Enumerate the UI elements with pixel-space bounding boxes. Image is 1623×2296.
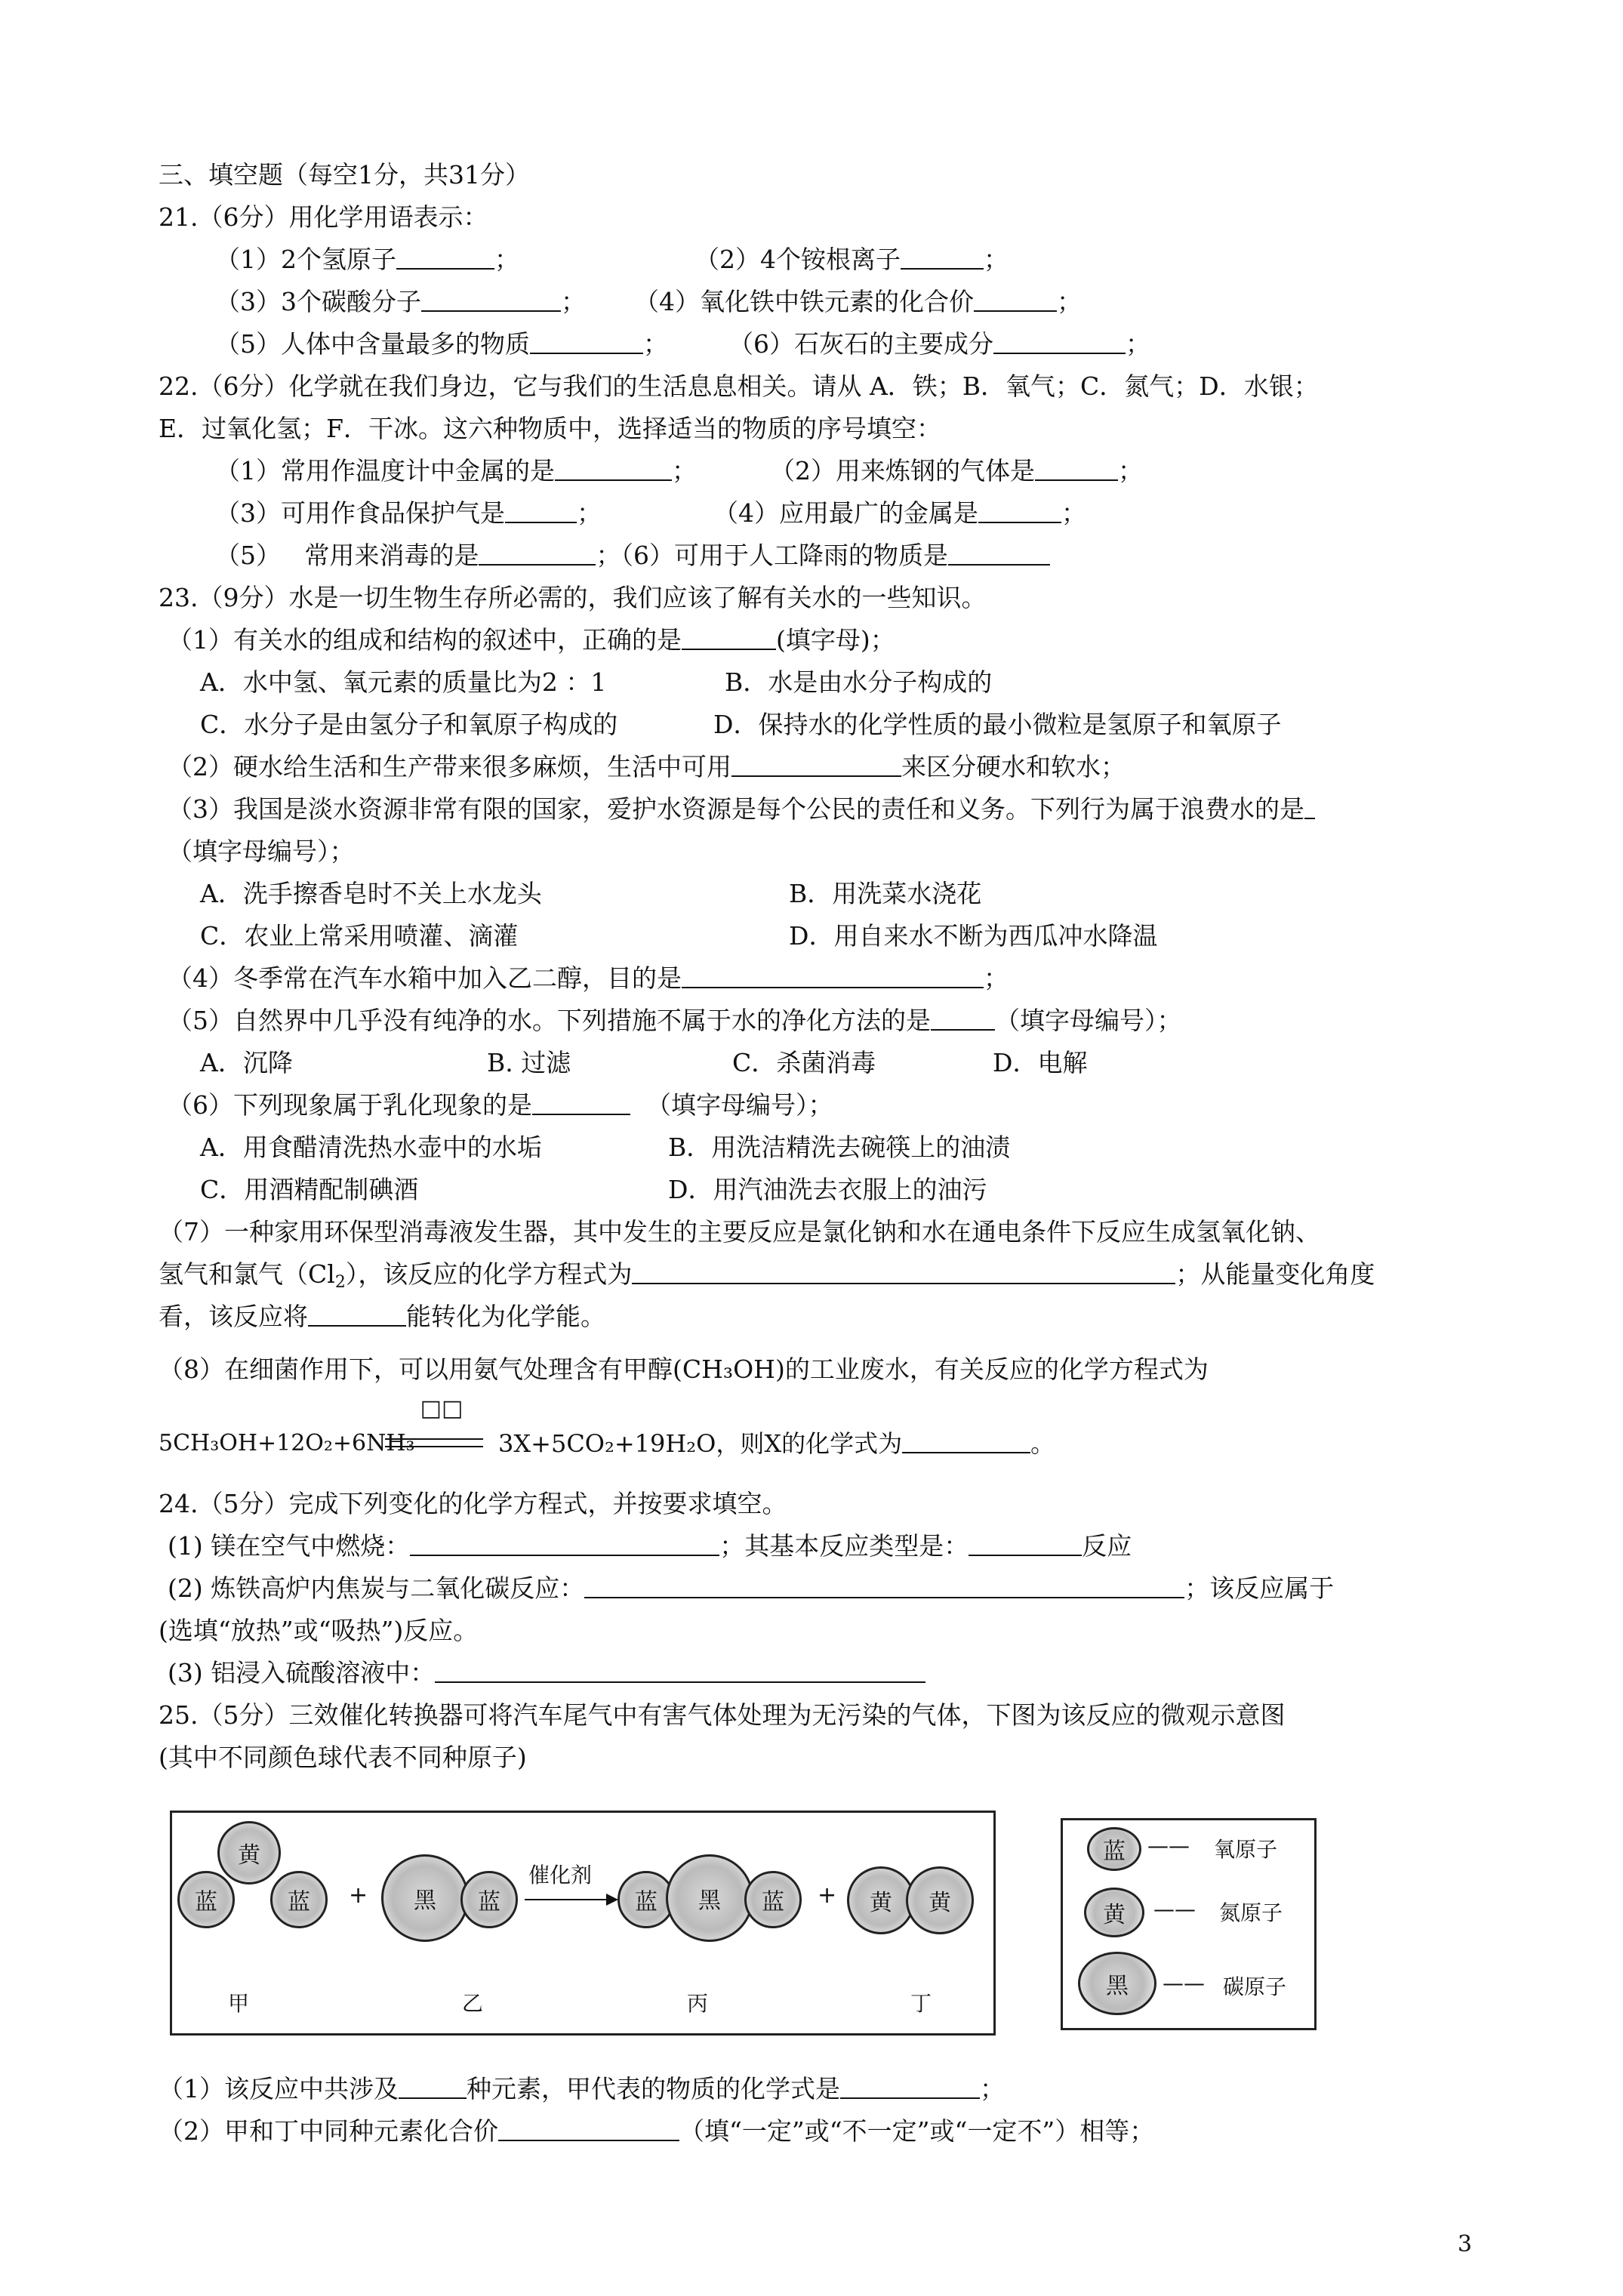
q24-part2b: (选填“放热”或“吸热”)反应。 <box>159 1616 479 1645</box>
q22-row3: （5） 常用来消毒的是 ；（6）可用于人工降雨的物质是 <box>215 539 1050 572</box>
answer-blank[interactable] <box>584 1573 1184 1598</box>
q23-p5-option-a: A．沉降 <box>200 1048 293 1077</box>
q25-stem1: 25.（5分）三效催化转换器可将汽车尾气中有害气体处理为无污染的气体，下图为该反应的微观示意图 <box>159 1700 1286 1730</box>
answer-blank[interactable] <box>993 328 1126 354</box>
answer-blank[interactable] <box>632 1259 1175 1284</box>
blue-atom: 蓝 <box>177 1871 235 1928</box>
answer-blank[interactable] <box>682 624 776 650</box>
answer-blank[interactable] <box>901 244 984 270</box>
q24-part1: (1) 镁在空气中燃烧： ；其基本反应类型是： 反应 <box>168 1531 1132 1561</box>
answer-blank[interactable] <box>530 328 643 354</box>
black-atom: 黑 <box>666 1854 753 1942</box>
q23-p6-option-d: D．用汽油洗去衣服上的油污 <box>668 1175 987 1204</box>
q24-stem: 24.（5分）完成下列变化的化学方程式，并按要求填空。 <box>159 1489 787 1518</box>
q22-row1: （1）常用作温度计中金属的是 ； <box>215 456 697 485</box>
q24-part2: (2) 炼铁高炉内焦炭与二氧化碳反应： ；该反应属于 <box>168 1573 1335 1603</box>
answer-blank[interactable] <box>555 455 672 481</box>
answer-blank[interactable] <box>931 1005 995 1031</box>
label-bing: 丙 <box>687 1991 709 2016</box>
section-title: 三、填空题（每空1分，共31分） <box>159 160 530 190</box>
answer-blank[interactable] <box>396 244 494 270</box>
q23-part6: （6）下列现象属于乳化现象的是 （填字母编号）； <box>168 1090 833 1120</box>
black-atom: 黑 <box>381 1854 469 1942</box>
answer-blank[interactable] <box>421 286 561 312</box>
q23-p3-option-c: C．农业上常采用喷灌、滴灌 <box>200 921 519 951</box>
answer-blank[interactable] <box>978 498 1061 523</box>
yellow-atom: 黄 <box>906 1866 974 1934</box>
arrow-head-icon <box>606 1894 618 1906</box>
yellow-atom: 黄 <box>847 1866 915 1934</box>
answer-blank[interactable] <box>435 1657 925 1683</box>
answer-blank[interactable] <box>498 2116 679 2141</box>
q21-row3: （5）人体中含量最多的物质 ； <box>215 329 668 359</box>
q21-row1b: （2）4个铵根离子 ； <box>694 245 1009 274</box>
q25-part2: （2）甲和丁中同种元素化合价 （填“一定”或“不一定”或“一定不”）相等； <box>159 2116 1155 2146</box>
q23-p5-option-c: C．杀菌消毒 <box>732 1048 876 1077</box>
q23-part7a: （7）一种家用环保型消毒液发生器，其中发生的主要反应是氯化钠和水在通电条件下反应生成氢氧化钠、 <box>159 1217 1320 1247</box>
q23-p6-option-c: C．用酒精配制碘酒 <box>200 1175 419 1204</box>
q23-p6-option-a: A．用食醋清洗热水壶中的水垢 <box>200 1133 542 1162</box>
answer-blank[interactable] <box>969 1530 1082 1556</box>
q23-p6-option-b: B．用洗洁精洗去碗筷上的油渍 <box>668 1133 1011 1162</box>
q22-stem2: E．过氧化氢；F．干冰。这六种物质中，选择适当的物质的序号填空： <box>159 414 941 443</box>
q25-part1: （1）该反应中共涉及 种元素，甲代表的物质的化学式是 ； <box>159 2074 1005 2103</box>
answer-blank[interactable] <box>974 286 1057 312</box>
q23-p5-option-d: D．电解 <box>993 1048 1088 1077</box>
legend-yellow-atom: 黄 <box>1084 1888 1144 1937</box>
blue-atom: 蓝 <box>460 1871 518 1928</box>
q23-p1-option-d: D．保持水的化学性质的最小微粒是氢原子和氧原子 <box>713 710 1282 739</box>
q23-part1: （1）有关水的组成和结构的叙述中，正确的是 (填字母)； <box>168 625 895 655</box>
label-ding: 丁 <box>910 1991 932 2016</box>
equation-equals-sign <box>385 1438 483 1447</box>
q23-equation-right: 3X+5CO₂+19H₂O，则X的化学式为 。 <box>498 1429 1055 1458</box>
blue-atom: 蓝 <box>744 1871 802 1928</box>
plus-sign: + <box>349 1882 368 1909</box>
answer-blank[interactable] <box>479 540 596 566</box>
answer-blank[interactable] <box>902 1428 1030 1453</box>
q23-p5-option-b: B. 过滤 <box>487 1048 571 1077</box>
q23-p3-option-d: D．用自来水不断为西瓜冲水降温 <box>789 921 1158 951</box>
q23-p3-option-b: B．用洗菜水浇花 <box>789 879 982 908</box>
q25-stem2: (其中不同颜色球代表不同种原子) <box>159 1743 527 1772</box>
legend-dash: —— <box>1147 1833 1190 1858</box>
legend-black-atom: 黑 <box>1078 1952 1156 2015</box>
q23-part5: （5）自然界中几乎没有纯净的水。下列措施不属于水的净化方法的是 （填字母编号）； <box>168 1006 1182 1035</box>
answer-blank[interactable] <box>532 1089 630 1115</box>
q22-stem1: 22.（6分）化学就在我们身边，它与我们的生活息息相关。请从 A．铁；B．氧气；C．氮气；D．水银； <box>159 371 1319 401</box>
answer-blank[interactable] <box>1304 794 1315 819</box>
q21-row1: （1）2个氢原子 ； <box>215 245 519 274</box>
answer-blank[interactable] <box>1035 455 1118 481</box>
label-jia: 甲 <box>228 1991 250 2016</box>
equation-condition: □□ <box>420 1395 463 1422</box>
q23-part4: （4）冬季常在汽车水箱中加入乙二醇，目的是 ； <box>168 963 1009 993</box>
q21-row3b: （6）石灰石的主要成分 ； <box>728 329 1150 359</box>
blue-atom: 蓝 <box>270 1871 328 1928</box>
q23-p1-option-c: C．水分子是由氢分子和氧原子构成的 <box>200 710 618 739</box>
q23-p3-option-a: A．洗手擦香皂时不关上水龙头 <box>200 879 542 908</box>
q23-part2: （2）硬水给生活和生产带来很多麻烦，生活中可用 来区分硬水和软水； <box>168 752 1126 781</box>
q21-row2: （3）3个碳酸分子 ； <box>215 287 586 316</box>
legend-dash: —— <box>1163 1971 1205 1996</box>
q21-row2b: （4）氧化铁中铁元素的化合价 ； <box>634 287 1082 316</box>
legend-blue-atom: 蓝 <box>1087 1827 1141 1871</box>
catalyst-label: 催化剂 <box>528 1863 593 1888</box>
answer-blank[interactable] <box>308 1301 406 1327</box>
q23-part8a: （8）在细菌作用下，可以用氨气处理含有甲醇(CH₃OH)的工业废水，有关反应的化学方程式为 <box>159 1354 1209 1384</box>
answer-blank[interactable] <box>399 2073 467 2099</box>
q23-equation-left: 5CH₃OH+12O₂+6NH₃ <box>159 1430 415 1456</box>
q23-p1-option-b: B．水是由水分子构成的 <box>725 667 993 697</box>
answer-blank[interactable] <box>840 2073 980 2099</box>
legend-carbon-label: 碳原子 <box>1223 1974 1287 1999</box>
legend-nitrogen-label: 氮原子 <box>1219 1900 1283 1925</box>
plus-sign: + <box>818 1882 837 1909</box>
reaction-arrow <box>525 1899 609 1900</box>
answer-blank[interactable] <box>948 540 1050 566</box>
q23-p1-option-a: A．水中氢、氧元素的质量比为2 ：1 <box>200 667 607 697</box>
answer-blank[interactable] <box>410 1530 719 1556</box>
answer-blank[interactable] <box>731 751 901 777</box>
q23-part7c: 看，该反应将 能转化为化学能。 <box>159 1302 605 1331</box>
label-yi: 乙 <box>462 1991 484 2016</box>
q23-part7b: 氢气和氯气$(Cl_2)$，该反应的化学方程式为 ；从能量变化角度 <box>159 1259 1375 1292</box>
q23-part3a: （3）我国是淡水资源非常有限的国家，爱护水资源是每个公民的责任和义务。下列行为属于浪费水的是 <box>168 793 1315 826</box>
q22-row1b: （2）用来炼钢的气体是 ； <box>770 456 1143 485</box>
legend-oxygen-label: 氧原子 <box>1214 1837 1278 1862</box>
q23-stem: 23.（9分）水是一切生物生存所必需的，我们应该了解有关水的一些知识。 <box>159 583 987 612</box>
blue-atom: 蓝 <box>617 1871 675 1928</box>
legend-dash: —— <box>1153 1897 1196 1922</box>
q22-row2b: （4）应用最广的金属是 ； <box>713 498 1086 528</box>
answer-blank[interactable] <box>682 963 984 988</box>
q24-part3: (3) 铝浸入硫酸溶液中： <box>168 1657 925 1690</box>
q21-stem: 21.（6分）用化学用语表示： <box>159 202 488 232</box>
yellow-atom: 黄 <box>217 1821 281 1885</box>
q23-part3b: （填字母编号）； <box>168 837 355 866</box>
q22-row2: （3）可用作食品保护气是 ； <box>215 498 602 528</box>
page-number: 3 <box>1457 2231 1472 2257</box>
answer-blank[interactable] <box>505 498 577 523</box>
